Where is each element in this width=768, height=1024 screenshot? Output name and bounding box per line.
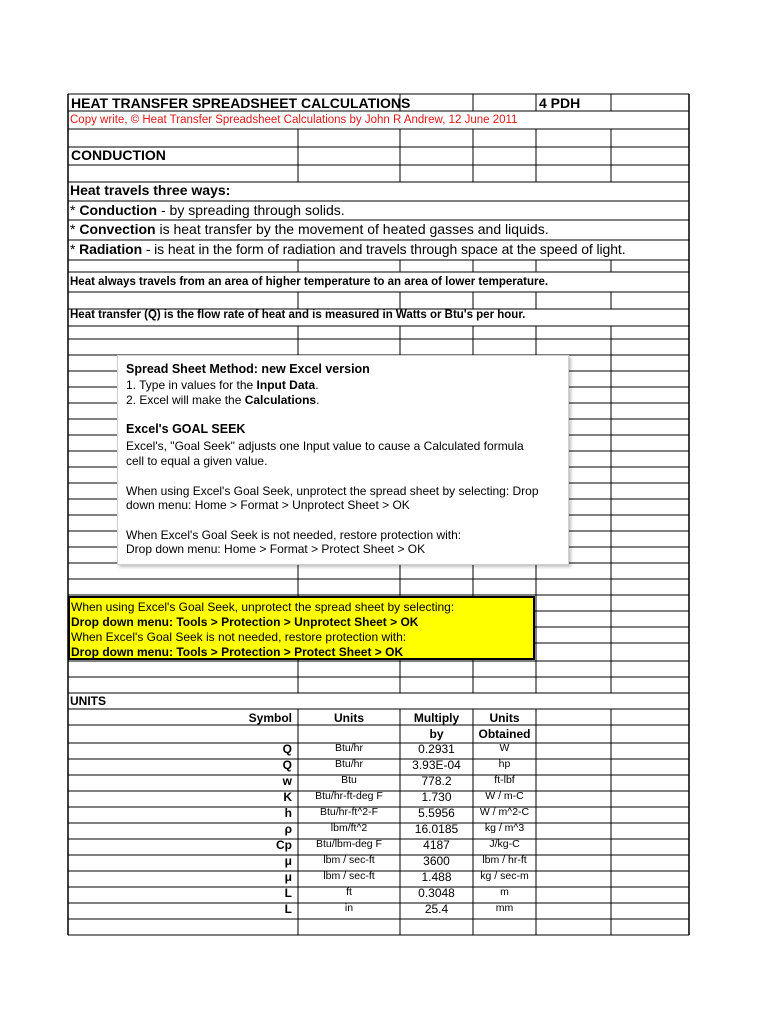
unit-multiplier: 5.5956 <box>418 806 455 820</box>
units-label: UNITS <box>70 694 106 708</box>
goal-seek-heading: Excel's GOAL SEEK <box>126 422 246 436</box>
header-units-obtained: Units <box>489 711 520 725</box>
way-conduction: * Conduction - by spreading through solids. <box>70 202 345 218</box>
unit-multiplier: 4187 <box>423 838 450 852</box>
unit-symbol: L <box>284 902 292 916</box>
unprotect-desc-1: When using Excel's Goal Seek, unprotect the spread sheet by selecting: Drop <box>126 484 539 498</box>
unit-from: Btu/hr <box>334 758 363 770</box>
unit-multiplier: 1.730 <box>421 790 452 804</box>
note-flow-rate: Heat transfer (Q) is the flow rate of heat and is measured in Watts or Btu's per hour. <box>70 309 526 321</box>
yellow-line-1: When using Excel's Goal Seek, unprotect the spread sheet by selecting: <box>71 600 455 614</box>
note-temperature: Heat always travels from an area of higher temperature to an area of lower temperature. <box>70 276 549 288</box>
unit-obtained: W / m^2-C <box>479 806 530 818</box>
protect-desc-2: Drop down menu: Home > Format > Protect Sheet > OK <box>126 542 426 556</box>
unprotect-desc-2: down menu: Home > Format > Unprotect Sheet > OK <box>126 498 410 512</box>
way-convection: * Convection is heat transfer by the movement of heated gasses and liquids. <box>70 221 549 237</box>
unit-multiplier: 0.2931 <box>418 742 455 756</box>
unit-obtained: kg / sec-m <box>480 870 529 882</box>
unit-from: lbm/ft^2 <box>330 822 368 834</box>
unit-from: lbm / sec-ft <box>323 854 375 866</box>
unit-multiplier: 0.3048 <box>418 886 455 900</box>
heat-travels-heading: Heat travels three ways: <box>70 182 231 198</box>
unit-symbol: w <box>282 774 292 788</box>
section-title: CONDUCTION <box>71 147 166 163</box>
yellow-line-3: When Excel's Goal Seek is not needed, restore protection with: <box>71 630 407 644</box>
yellow-line-2: Drop down menu: Tools > Protection > Unprotect Sheet > OK <box>71 615 419 629</box>
unit-obtained: mm <box>495 902 514 914</box>
unit-obtained: J/kg-C <box>489 838 520 850</box>
unit-obtained: W / m-C <box>485 790 524 802</box>
unit-multiplier: 3.93E-04 <box>412 758 461 772</box>
unit-multiplier: 778.2 <box>421 774 452 788</box>
way-radiation: * Radiation - is heat in the form of radiation and travels through space at the speed of light. <box>70 241 626 257</box>
unit-obtained: hp <box>498 758 511 770</box>
unit-symbol: L <box>284 886 292 900</box>
unit-multiplier: 25.4 <box>424 902 449 916</box>
goal-seek-desc-2: cell to equal a given value. <box>126 454 268 468</box>
unit-symbol: Q <box>282 758 292 772</box>
method-comment-box <box>117 355 569 565</box>
header-units: Units <box>334 711 364 725</box>
unit-symbol: Q <box>282 742 292 756</box>
copyright-note: Copy write, © Heat Transfer Spreadsheet Calculations by John R Andrew, 12 June 2011 <box>70 114 518 126</box>
unit-obtained: W <box>499 742 510 754</box>
unit-from: Btu/hr-ft-deg F <box>315 790 383 802</box>
unit-obtained: ft-lbf <box>494 774 515 786</box>
unit-multiplier: 1.488 <box>421 870 452 884</box>
unit-obtained: lbm / hr-ft <box>482 854 527 866</box>
unit-multiplier: 16.0185 <box>414 822 459 836</box>
yellow-line-4: Drop down menu: Tools > Protection > Protect Sheet > OK <box>71 645 404 659</box>
unit-from: Btu <box>341 774 357 786</box>
unit-symbol: μ <box>284 870 292 884</box>
unit-from: lbm / sec-ft <box>323 870 375 882</box>
protect-desc-1: When Excel's Goal Seek is not needed, restore protection with: <box>126 528 462 542</box>
header-by: by <box>429 727 444 741</box>
pdh-label: 4 PDH <box>539 95 581 111</box>
unit-symbol: h <box>284 806 292 820</box>
header-multiply: Multiply <box>413 711 460 725</box>
header-symbol: Symbol <box>248 711 292 725</box>
unit-obtained: m <box>500 886 509 898</box>
method-step-2: 2. Excel will make the Calculations. <box>126 393 320 407</box>
unit-from: ft <box>346 886 352 898</box>
unit-symbol: ρ <box>284 822 292 836</box>
unit-from: in <box>344 902 354 914</box>
goal-seek-yellow-note <box>68 596 535 660</box>
method-heading: Spread Sheet Method: new Excel version <box>126 362 370 376</box>
unit-from: Btu/hr-ft^2-F <box>319 806 379 818</box>
goal-seek-desc-1: Excel's, "Goal Seek" adjusts one Input value to cause a Calculated formula <box>126 439 524 453</box>
method-step-1: 1. Type in values for the Input Data. <box>126 378 319 392</box>
unit-from: Btu/hr <box>334 742 363 754</box>
unit-multiplier: 3600 <box>423 854 450 868</box>
unit-symbol: μ <box>284 854 292 868</box>
unit-symbol: Cp <box>276 838 292 852</box>
unit-symbol: K <box>283 790 292 804</box>
header-obtained: Obtained <box>478 727 531 741</box>
unit-obtained: kg / m^3 <box>484 822 525 834</box>
unit-from: Btu/lbm-deg F <box>316 838 382 850</box>
page-title: HEAT TRANSFER SPREADSHEET CALCULATIONS <box>71 95 411 111</box>
